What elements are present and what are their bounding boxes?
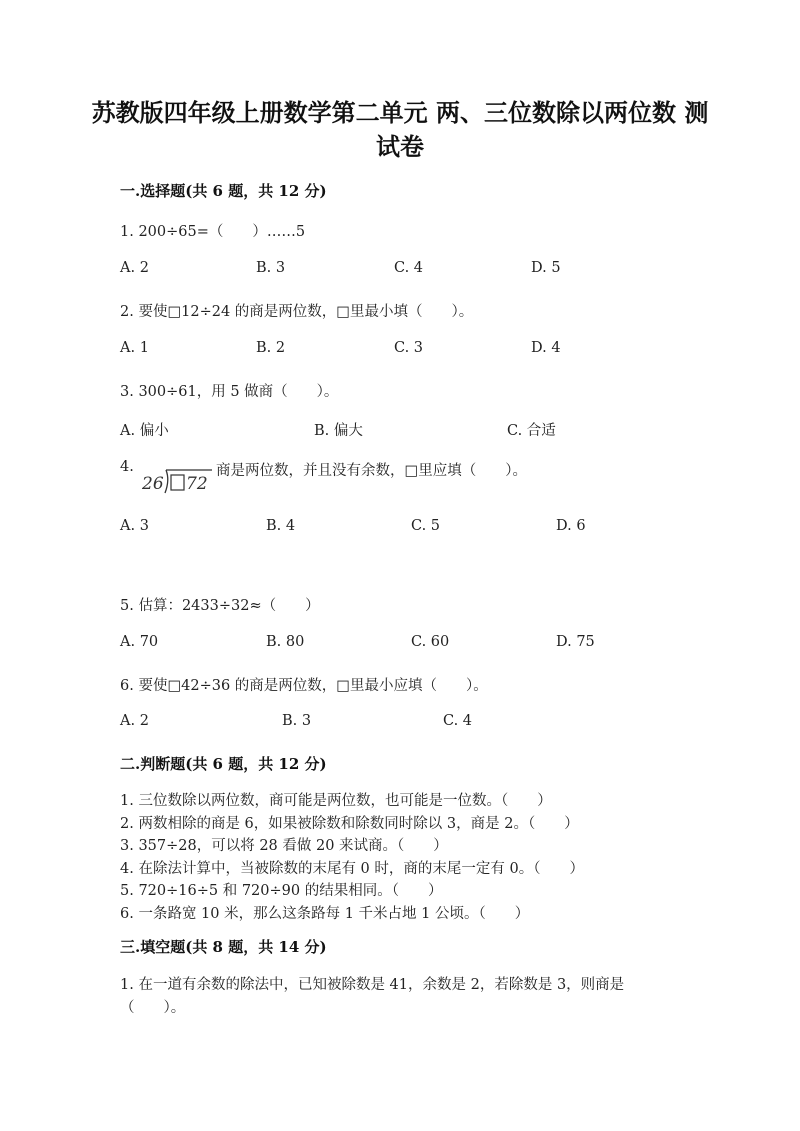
judge-item: 2. 两数相除的商是 6，如果被除数和除数同时除以 3，商是 2。（ ） (120, 815, 579, 832)
q2-option-c: C. 3 (394, 340, 424, 356)
q6-option-a: A. 2 (120, 713, 149, 729)
choice-question-3: 3. 300÷61，用 5 做商（ ）。 (120, 384, 339, 400)
page-title: 苏教版四年级上册数学第二单元 两、三位数除以两位数 测试卷 (91, 98, 709, 161)
long-division-figure (140, 464, 216, 496)
q1-option-a: A. 2 (120, 260, 149, 276)
judge-item: 3. 357÷28，可以将 28 看做 20 来试商。（ ） (120, 838, 448, 854)
svg-text:26: 26 (142, 474, 164, 494)
svg-text:72: 72 (186, 474, 208, 494)
choice-question-5: 5. 估算：2433÷32≈（ ） (120, 598, 320, 614)
choice-question-6: 6. 要使□42÷36 的商是两位数，□里最小应填（ ）。 (120, 678, 488, 694)
q4-option-a: A. 3 (120, 518, 149, 534)
choice-question-4: 商是两位数，并且没有余数，□里应填（ ）。 (216, 463, 527, 479)
judge-item: 4. 在除法计算中，当被除数的末尾有 0 时，商的末尾一定有 0。（ ） (120, 860, 584, 877)
section-heading-fill: 三.填空题(共 8 题，共 14 分) (120, 938, 327, 956)
q1-option-c: C. 4 (394, 260, 424, 276)
fill-question-1: 1. 在一道有余数的除法中，已知被除数是 41，余数是 2，若除数是 3，则商是（ ）。 (120, 977, 625, 1016)
section-heading-choice: 一.选择题(共 6 题，共 12 分) (120, 182, 327, 200)
q4-option-c: C. 5 (411, 518, 441, 534)
choice-question-4-number: 4. (120, 459, 134, 475)
q2-option-b: B. 2 (256, 340, 286, 356)
q5-option-a: A. 70 (120, 634, 159, 650)
choice-question-2: 2. 要使□12÷24 的商是两位数，□里最小填（ ）。 (120, 304, 474, 320)
q5-option-d: D. 75 (556, 634, 595, 650)
judge-item: 1. 三位数除以两位数，商可能是两位数，也可能是一位数。（ ） (120, 793, 552, 809)
q2-option-d: D. 4 (531, 340, 561, 356)
choice-question-1: 1. 200÷65=（ ）……5 (120, 224, 306, 240)
judge-item: 5. 720÷16÷5 和 720÷90 的结果相同。（ ） (120, 883, 443, 899)
q4-option-d: D. 6 (556, 518, 586, 534)
q1-option-b: B. 3 (256, 260, 286, 276)
q5-option-b: B. 80 (266, 634, 305, 650)
section-heading-judge: 二.判断题(共 6 题，共 12 分) (120, 755, 327, 773)
q3-option-c: C. 合适 (507, 423, 556, 439)
judge-list (120, 790, 584, 925)
q2-option-a: A. 1 (120, 340, 149, 356)
q6-option-c: C. 4 (443, 713, 473, 729)
q3-option-a: A. 偏小 (120, 423, 169, 439)
judge-item: 6. 一条路宽 10 米，那么这条路每 1 千米占地 1 公顷。（ ） (120, 905, 530, 922)
q5-option-c: C. 60 (411, 634, 450, 650)
q4-option-b: B. 4 (266, 518, 296, 534)
q1-option-d: D. 5 (531, 260, 561, 276)
q6-option-b: B. 3 (282, 713, 312, 729)
q3-option-b: B. 偏大 (314, 423, 363, 439)
